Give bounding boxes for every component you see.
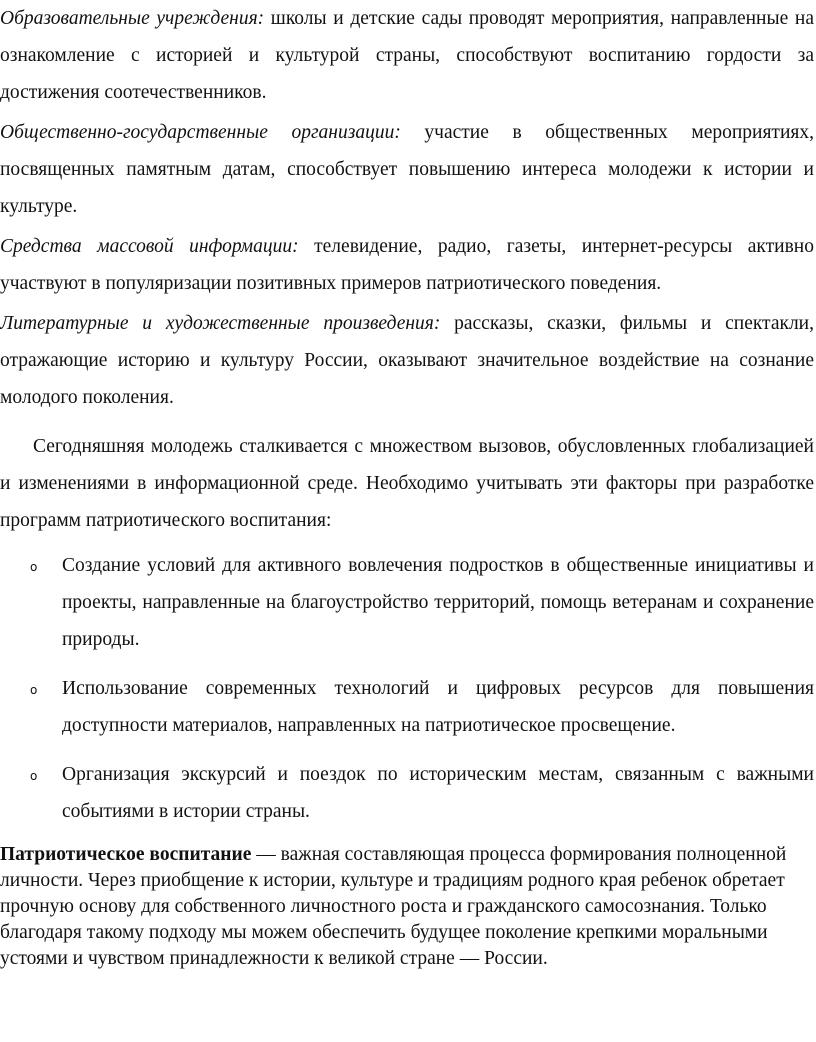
paragraph-education (0, 0, 814, 111)
list-item (0, 547, 814, 658)
bullet-marker: o (30, 560, 38, 574)
list-item-text: Организация экскурсий и поездок по историческим местам, связанным с важными событиями в истории страны. (62, 764, 814, 822)
summary-paragraph (0, 842, 814, 972)
text-literature: рассказы, сказки, фильмы и спектакли, отражающие историю и культуру России, оказывают значительное воздействие на сознание молодого поколения. (0, 313, 814, 408)
paragraph-media (0, 228, 814, 302)
term-literature: Литературные и художественные произведения: (0, 313, 441, 334)
text-public-organizations: участие в общественных мероприятиях, посвященных памятным датам, способствует повышению интереса молодежи к истории и культуре. (0, 122, 814, 217)
term-public-organizations: Общественно-государственные организации: (0, 122, 401, 143)
list-item (0, 670, 814, 744)
paragraph-challenges: Сегодняшняя молодежь сталкивается с множеством вызовов, обусловленных глобализацией и изменениями в информационной среде. Необходимо учитывать эти факторы при разработке программ патриотического воспитания: (0, 436, 814, 531)
paragraph-public-organizations (0, 114, 814, 225)
term-education: Образовательные учреждения: (0, 8, 265, 29)
text-education: школы и детские сады проводят мероприятия, направленные на ознакомление с историей и культурой страны, способствуют воспитанию гордости за достижения соотечественников. (0, 8, 814, 103)
summary-bold-term: Патриотическое воспитание (0, 844, 252, 865)
text-media: телевидение, радио, газеты, интернет-ресурсы активно участвуют в популяризации позитивных примеров патриотического поведения. (0, 236, 814, 294)
summary-text: — важная составляющая процесса формирования полноценной личности. Через приобщение к истории, культуре и традициям родного края ребенок обретает прочную основу для собственного личностного роста и гражданского самосознания. Только благодаря такому подходу мы можем обеспечить будущее поколение крепкими моральными устоями и чувством принадлежности к великой стране — России. (0, 844, 787, 969)
list-item-text: Создание условий для активного вовлечения подростков в общественные инициативы и проекты, направленные на благоустройство территорий, помощь ветеранам и сохранение природы. (62, 555, 814, 650)
bullet-marker: o (30, 683, 38, 697)
bullet-list (0, 547, 814, 830)
bullet-marker: o (30, 769, 38, 783)
list-item (0, 756, 814, 830)
paragraph-literature (0, 305, 814, 416)
list-item-text: Использование современных технологий и цифровых ресурсов для повышения доступности материалов, направленных на патриотическое просвещение. (62, 678, 814, 736)
term-media: Средства массовой информации: (0, 236, 299, 257)
